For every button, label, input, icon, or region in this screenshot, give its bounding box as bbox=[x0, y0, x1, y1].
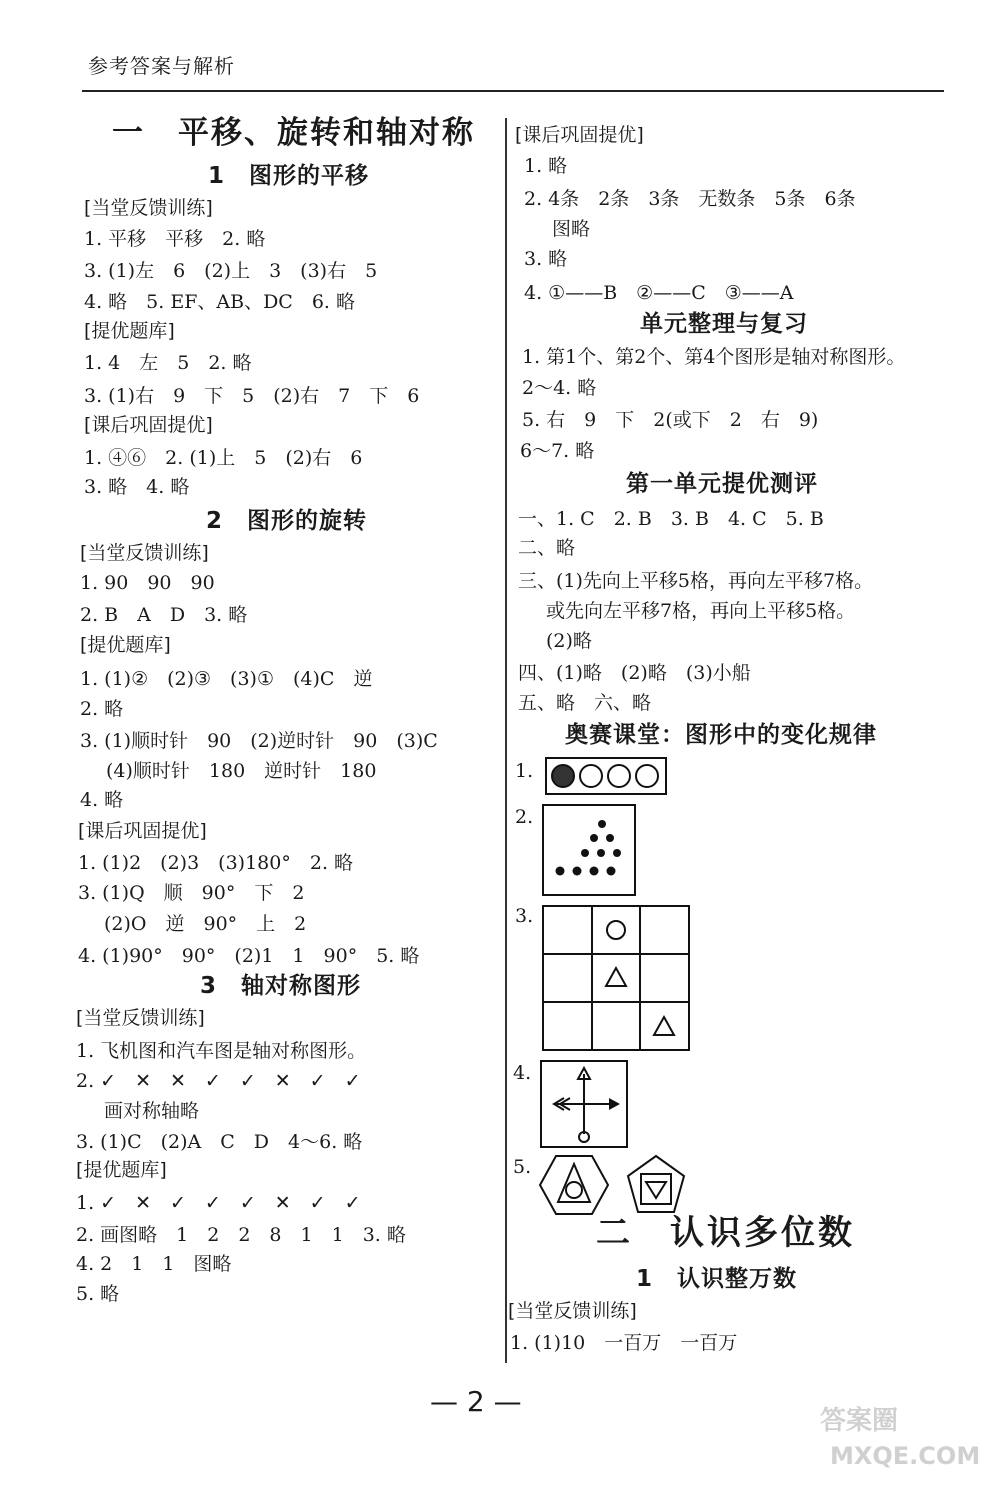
figure-3-grid bbox=[542, 905, 690, 1051]
answer-line: 1. bbox=[515, 760, 534, 782]
figure-1-circles bbox=[545, 757, 667, 795]
answer-line: 3. 略 4. 略 bbox=[84, 476, 190, 498]
down-triangle-icon bbox=[646, 1182, 666, 1198]
answer-line: 5. bbox=[513, 1156, 532, 1178]
figure-4-svg bbox=[542, 1062, 626, 1146]
dot-icon bbox=[590, 867, 599, 876]
answer-line: 5. 右 9 下 2(或下 2 右 9) bbox=[522, 409, 819, 431]
answer-line: 1. ④⑥ 2. (1)上 5 (2)右 6 bbox=[84, 447, 363, 469]
answer-line: 3. (1)Q 顺 90° 下 2 bbox=[78, 882, 305, 904]
dot-icon bbox=[581, 849, 589, 857]
answer-line: (2)O 逆 90° 上 2 bbox=[104, 913, 307, 935]
answer-line: 或先向左平移7格，再向上平移5格。 bbox=[546, 600, 856, 622]
answer-line: 三、(1)先向上平移5格，再向左平移7格。 bbox=[518, 570, 874, 592]
answer-line: 图略 bbox=[552, 218, 591, 240]
answer-line: 二、略 bbox=[518, 537, 576, 559]
circle-icon bbox=[566, 1182, 582, 1198]
arrow-right-icon bbox=[609, 1098, 620, 1110]
answer-line: 四、(1)略 (2)略 (3)小船 bbox=[518, 662, 751, 684]
circle-icon bbox=[580, 765, 602, 787]
heading: 1 图形的平移 bbox=[208, 163, 370, 189]
answer-line: 2. B A D 3. 略 bbox=[80, 604, 248, 626]
answer-line: 2. ✓ ✕ ✕ ✓ ✓ ✕ ✓ ✓ bbox=[76, 1070, 361, 1092]
figure-5-shapes bbox=[538, 1152, 688, 1218]
answer-line: 1. 平移 平移 2. 略 bbox=[84, 228, 266, 250]
answer-line: 1. (1)② (2)③ (3)① (4)C 逆 bbox=[80, 668, 373, 690]
answer-line: 5. 略 bbox=[76, 1283, 120, 1305]
answer-line: 4. 2 1 1 图略 bbox=[76, 1253, 232, 1275]
answer-line: 3. 略 bbox=[524, 248, 568, 270]
answer-line: 1. (1)2 (2)3 (3)180° 2. 略 bbox=[78, 852, 354, 874]
answer-line: 3. bbox=[515, 905, 534, 927]
dot-icon bbox=[598, 820, 606, 828]
section-label: [课后巩固提优] bbox=[78, 820, 207, 842]
figure-1-svg bbox=[547, 759, 665, 793]
circle-icon bbox=[636, 765, 658, 787]
watermark-url: MXQE.COM bbox=[830, 1442, 981, 1470]
answer-line: 3. (1)C (2)A C D 4～6. 略 bbox=[76, 1131, 363, 1153]
figure-5-svg bbox=[538, 1152, 688, 1218]
answer-line: 4. 略 5. EF、AB、DC 6. 略 bbox=[84, 291, 356, 313]
heading: 一 平移、旋转和轴对称 bbox=[112, 115, 475, 151]
answer-line: 1. 飞机图和汽车图是轴对称图形。 bbox=[76, 1040, 367, 1062]
section-label: [当堂反馈训练] bbox=[76, 1007, 205, 1029]
answer-line: 1. 90 90 90 bbox=[80, 572, 215, 594]
answer-line: 1. 4 左 5 2. 略 bbox=[84, 352, 252, 374]
running-header: 参考答案与解析 bbox=[88, 54, 235, 78]
answer-line: 2. 4条 2条 3条 无数条 5条 6条 bbox=[524, 188, 856, 210]
heading: 1 认识整万数 bbox=[636, 1266, 798, 1292]
dot-icon bbox=[590, 834, 598, 842]
answer-line: 4. bbox=[513, 1062, 532, 1084]
section-label: [提优题库] bbox=[84, 320, 175, 342]
heading: 单元整理与复习 bbox=[640, 311, 808, 337]
circle-icon bbox=[608, 765, 630, 787]
figure-3-svg bbox=[542, 905, 690, 1051]
answer-line: (2)略 bbox=[546, 630, 592, 652]
answer-line: 1. (1)10 一百万 一百万 bbox=[510, 1332, 738, 1354]
answer-line: 6～7. 略 bbox=[520, 440, 595, 462]
answer-line: 画对称轴略 bbox=[104, 1100, 200, 1122]
section-label: [课后巩固提优] bbox=[84, 414, 213, 436]
dot-icon bbox=[573, 867, 582, 876]
answer-line: 2～4. 略 bbox=[522, 377, 597, 399]
figure-2-dot-triangle bbox=[542, 804, 636, 896]
section-label: [当堂反馈训练] bbox=[508, 1300, 637, 1322]
filled-circle-icon bbox=[552, 765, 574, 787]
answer-line: 2. 画图略 1 2 2 8 1 1 3. 略 bbox=[76, 1224, 406, 1246]
answer-line: (4)顺时针 180 逆时针 180 bbox=[106, 760, 377, 782]
answer-line: 1. ✓ ✕ ✓ ✓ ✓ ✕ ✓ ✓ bbox=[76, 1192, 361, 1214]
section-label: [当堂反馈训练] bbox=[80, 542, 209, 564]
figure-4-arrows bbox=[540, 1060, 628, 1148]
heading: 二 认识多位数 bbox=[596, 1213, 855, 1253]
figure-2-svg bbox=[544, 806, 634, 894]
answer-line: 4. ①——B ②——C ③——A bbox=[524, 282, 794, 304]
answer-line: 2. bbox=[515, 806, 534, 828]
dot-icon bbox=[606, 834, 614, 842]
dot-icon bbox=[597, 849, 605, 857]
heading: 2 图形的旋转 bbox=[206, 508, 368, 534]
section-label: [课后巩固提优] bbox=[515, 124, 644, 146]
dot-icon bbox=[607, 867, 616, 876]
section-label: [当堂反馈训练] bbox=[84, 197, 213, 219]
page-number: — 2 — bbox=[430, 1385, 522, 1418]
answer-line: 1. 第1个、第2个、第4个图形是轴对称图形。 bbox=[522, 346, 906, 368]
answer-line: 一、1. C 2. B 3. B 4. C 5. B bbox=[518, 508, 824, 530]
heading: 奥赛课堂：图形中的变化规律 bbox=[565, 722, 877, 748]
answer-line: 3. (1)顺时针 90 (2)逆时针 90 (3)C bbox=[80, 730, 438, 752]
heading: 3 轴对称图形 bbox=[200, 973, 362, 999]
dot-icon bbox=[613, 849, 621, 857]
column-divider bbox=[505, 118, 507, 1363]
answer-line: 4. (1)90° 90° (2)1 1 90° 5. 略 bbox=[78, 945, 420, 967]
answer-line: 2. 略 bbox=[80, 698, 124, 720]
dot-icon bbox=[556, 867, 565, 876]
section-label: [提优题库] bbox=[80, 634, 171, 656]
header-rule bbox=[82, 90, 944, 92]
heading: 第一单元提优测评 bbox=[626, 471, 818, 497]
answer-line: 3. (1)右 9 下 5 (2)右 7 下 6 bbox=[84, 385, 420, 407]
answer-line: 1. 略 bbox=[524, 155, 568, 177]
watermark-logo: 答案圈 bbox=[820, 1406, 899, 1436]
answer-line: 3. (1)左 6 (2)上 3 (3)右 5 bbox=[84, 260, 378, 282]
answer-line: 4. 略 bbox=[80, 789, 124, 811]
answer-line: 五、略 六、略 bbox=[518, 692, 652, 714]
section-label: [提优题库] bbox=[76, 1159, 167, 1181]
